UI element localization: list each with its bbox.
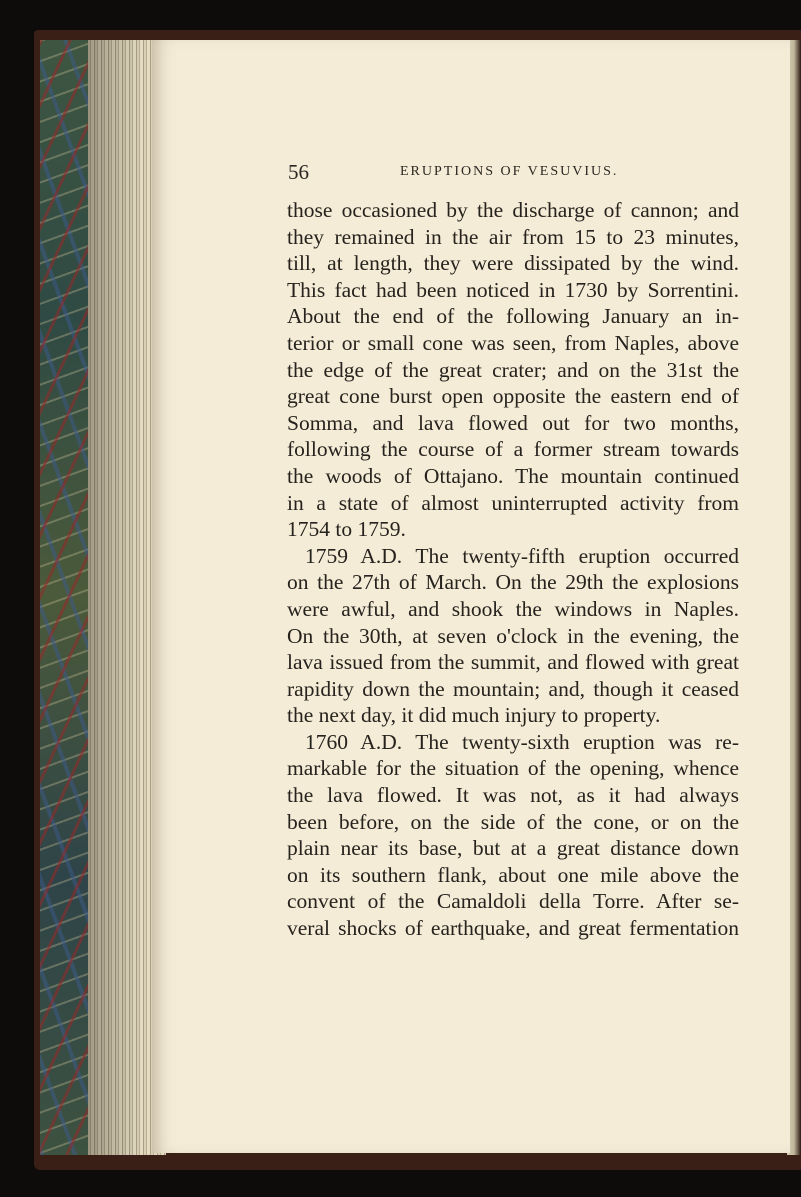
text-line: the woods of Ottajano. The mountain continued	[287, 463, 739, 488]
page-header	[288, 160, 738, 186]
text-line: 1754 to 1759.	[287, 517, 406, 542]
text-line: lava issued from the summit, and flowed with great	[287, 650, 739, 675]
text-line: the lava flowed. It was not, as it had always	[287, 783, 739, 808]
text-line: on the 27th of March. On the 29th the explosions	[287, 570, 739, 595]
text-line: following the course of a former stream towards	[287, 437, 739, 462]
text-line: Somma, and lava flowed out for two months,	[287, 410, 739, 435]
text-line: 1760 A.D. The twenty-sixth eruption was re-	[305, 729, 739, 754]
marbled-endpaper	[40, 40, 88, 1155]
text-line: 1759 A.D. The twenty-fifth eruption occurred	[305, 543, 739, 568]
text-line: the edge of the great crater; and on the 31st the	[287, 357, 739, 382]
text-line: On the 30th, at seven o'clock in the evening, the	[287, 623, 739, 648]
text-line: markable for the situation of the opening, whence	[287, 756, 739, 781]
text-line: the next day, it did much injury to property.	[287, 703, 661, 728]
text-line: in a state of almost uninterrupted activity from	[287, 490, 739, 515]
text-line: terior or small cone was seen, from Naples, above	[287, 330, 739, 355]
text-line: This fact had been noticed in 1730 by Sorrentini.	[287, 277, 739, 302]
page-number: 56	[288, 160, 309, 184]
text-line: were awful, and shook the windows in Naples.	[287, 596, 739, 621]
text-line: they remained in the air from 15 to 23 minutes,	[287, 224, 739, 249]
text-line: rapidity down the mountain; and, though it ceased	[287, 676, 739, 701]
text-line: been before, on the side of the cone, or on the	[287, 809, 739, 834]
text-line: veral shocks of earthquake, and great fermentation	[287, 916, 739, 941]
text-line: those occasioned by the discharge of cannon; and	[287, 198, 739, 222]
text-line: till, at length, they were dissipated by the wind.	[287, 251, 739, 276]
text-line: plain near its base, but at a great distance down	[287, 836, 739, 861]
text-line: great cone burst open opposite the eastern end of	[287, 384, 739, 409]
text-line: on its southern flank, about one mile above the	[287, 862, 739, 887]
text-line: About the end of the following January an in-	[287, 304, 739, 329]
body-text	[287, 197, 739, 942]
text-line: convent of the Camaldoli della Torre. After se-	[287, 889, 739, 914]
running-head: ERUPTIONS OF VESUVIUS.	[400, 164, 619, 179]
